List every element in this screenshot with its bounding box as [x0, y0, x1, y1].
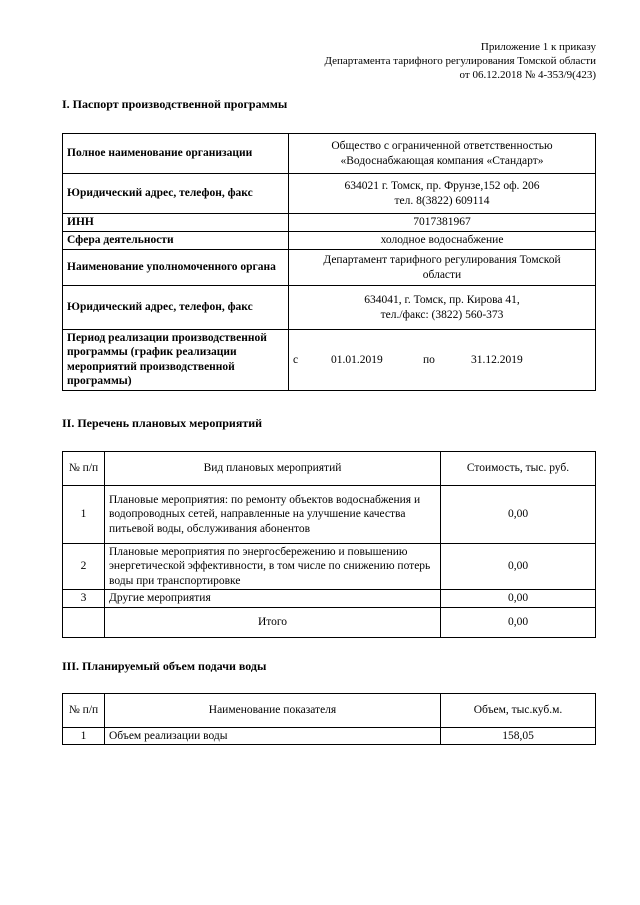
- passport-label: Наименование уполномоченного органа: [63, 250, 289, 286]
- col-header-name: Наименование показателя: [105, 694, 441, 728]
- passport-period-row: [63, 330, 596, 391]
- cell-cost: 0,00: [441, 590, 596, 607]
- period-from-word: с: [293, 353, 299, 366]
- cell-name: Плановые мероприятия по энергосбережению и повышению энергетической эффективности, в том числе по снижению потерь воды при транспортировке: [105, 544, 441, 590]
- table-row: [63, 590, 596, 607]
- cell-cost: 0,00: [441, 544, 596, 590]
- passport-table: [62, 133, 596, 391]
- cell-name: Другие мероприятия: [105, 590, 441, 607]
- passport-value: 7017381967: [289, 214, 596, 232]
- period-label: Период реализации производственной программы (график реализации мероприятий производственной программы): [63, 330, 289, 391]
- passport-value: [289, 134, 596, 174]
- passport-value-line: 634021 г. Томск, пр. Фрунзе,152 оф. 206: [344, 180, 540, 193]
- cell-volume: 158,05: [441, 728, 596, 745]
- total-row: [63, 607, 596, 637]
- passport-row: [63, 134, 596, 174]
- passport-value-line: Общество с ограниченной ответственностью: [331, 140, 553, 153]
- order-header: [324, 40, 596, 82]
- period-from-date: 01.01.2019: [331, 353, 383, 366]
- cell-name: Объем реализации воды: [105, 728, 441, 745]
- total-value: 0,00: [441, 607, 596, 637]
- table-row: [63, 544, 596, 590]
- table-row: [63, 728, 596, 745]
- passport-value-line: Департамент тарифного регулирования Томской: [323, 254, 561, 267]
- section-1-title: I. Паспорт производственной программы: [62, 97, 288, 111]
- period-value: [289, 330, 596, 391]
- passport-value: [289, 286, 596, 330]
- passport-value-line: тел. 8(3822) 609114: [394, 194, 490, 207]
- section-2-title: II. Перечень плановых мероприятий: [62, 416, 263, 430]
- col-header-num: № п/п: [63, 694, 105, 728]
- cell-num: 3: [63, 590, 105, 607]
- period-to-word: по: [423, 353, 435, 366]
- passport-label: ИНН: [63, 214, 289, 232]
- passport-value-line: 634041, г. Томск, пр. Кирова 41,: [364, 294, 520, 307]
- passport-label: Юридический адрес, телефон, факс: [63, 174, 289, 214]
- volume-table: [62, 693, 596, 745]
- measures-table: [62, 451, 596, 638]
- table-row: [63, 486, 596, 544]
- passport-row: [63, 174, 596, 214]
- col-header-volume: Объем, тыс.куб.м.: [441, 694, 596, 728]
- passport-value: [289, 174, 596, 214]
- passport-value: холодное водоснабжение: [289, 232, 596, 250]
- header-line-1: Приложение 1 к приказу: [480, 41, 596, 53]
- passport-row: [63, 250, 596, 286]
- passport-row: [63, 286, 596, 330]
- passport-label: Сфера деятельности: [63, 232, 289, 250]
- col-header-cost: Стоимость, тыс. руб.: [441, 452, 596, 486]
- cell-cost: 0,00: [441, 486, 596, 544]
- passport-value-line: тел./факс: (3822) 560-373: [380, 308, 504, 321]
- section-3-title: III. Планируемый объем подачи воды: [62, 659, 267, 673]
- passport-value-line: «Водоснабжающая компания «Стандарт»: [340, 154, 544, 167]
- passport-row: [63, 214, 596, 232]
- table-header-row: [63, 694, 596, 728]
- cell-num: 1: [63, 728, 105, 745]
- period-to-date: 31.12.2019: [471, 353, 523, 366]
- cell-num: 1: [63, 486, 105, 544]
- passport-label: Полное наименование организации: [63, 134, 289, 174]
- cell-num: 2: [63, 544, 105, 590]
- total-label: Итого: [105, 607, 441, 637]
- header-line-2: Департамента тарифного регулирования Томской области: [324, 55, 596, 67]
- col-header-name: Вид плановых мероприятий: [105, 452, 441, 486]
- cell-empty: [63, 607, 105, 637]
- passport-value: [289, 250, 596, 286]
- passport-row: [63, 232, 596, 250]
- passport-value-line: области: [422, 268, 462, 281]
- cell-name: Плановые мероприятия: по ремонту объектов водоснабжения и водопроводных сетей, направленные на улучшение качества питьевой воды, обслуживания абонентов: [105, 486, 441, 544]
- passport-label: Юридический адрес, телефон, факс: [63, 286, 289, 330]
- col-header-num: № п/п: [63, 452, 105, 486]
- table-header-row: [63, 452, 596, 486]
- header-line-3: от 06.12.2018 № 4-353/9(423): [459, 69, 596, 81]
